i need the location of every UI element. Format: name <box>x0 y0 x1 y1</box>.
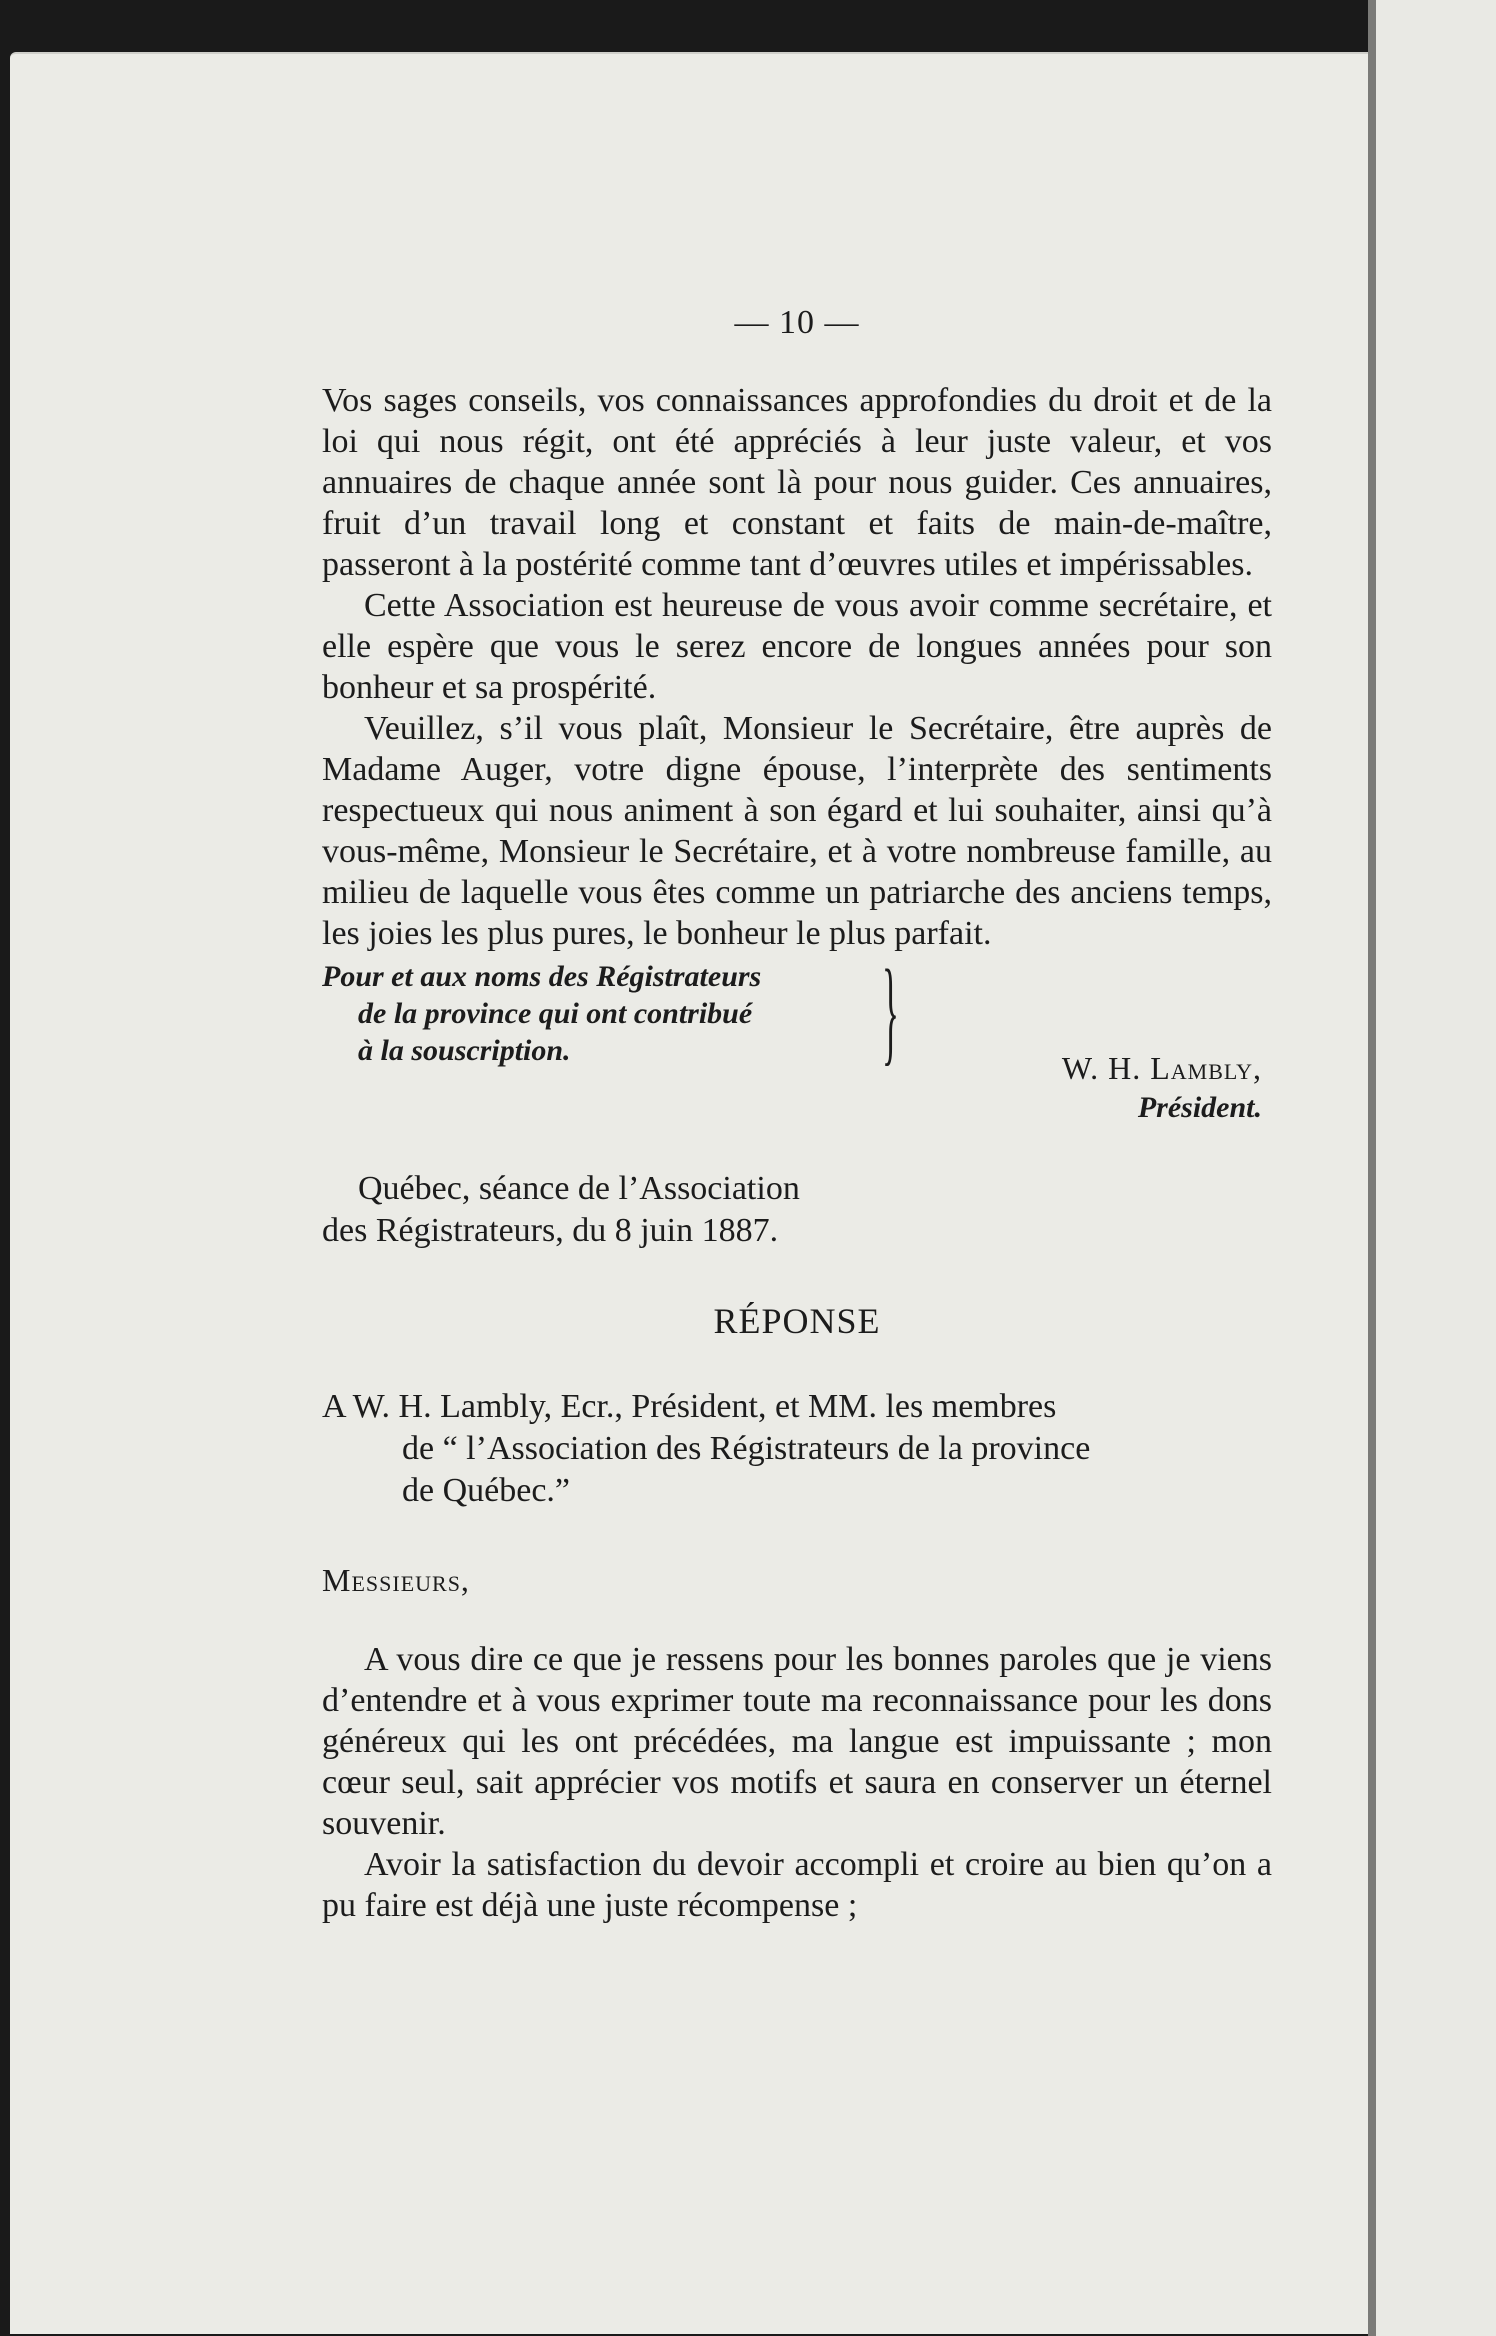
signature-behalf-text <box>322 958 761 1069</box>
behalf-line: Pour et aux noms des Régistrateurs <box>322 960 762 993</box>
paragraph-reply-thanks: A vous dire ce que je ressens pour les bonnes paroles que je viens d’entendre et à vous exprimer toute ma reconnaissance pour les dons généreux qui les ont précédées, ma langue est impuissante ; mon cœur seul, sait apprécier vos motifs et saura en conserver un éternel souvenir. <box>322 1641 1272 1842</box>
paragraph-wishes: Veuillez, s’il vous plaît, Monsieur le Secrétaire, être auprès de Madame Auger, votre digne épouse, l’interprète des sentiments respectueux qui nous animent à son égard et lui souhaiter, ainsi qu’à vous-même, Monsieur le Secrétaire, et à votre nombreuse famille, au milieu de laquelle vous êtes comme un patriarche des anciens temps, les joies les plus pures, le bonheur le plus parfait. <box>322 710 1272 952</box>
place-line: Québec, séance de l’Association <box>358 1170 800 1207</box>
date-line: des Régistrateurs, du 8 juin 1887. <box>322 1212 779 1249</box>
signatory-title: Président. <box>1137 1091 1262 1124</box>
address-block <box>322 1386 1272 1512</box>
book-page <box>10 52 1368 2334</box>
page-content <box>322 304 1272 1926</box>
place-and-date <box>322 1168 1272 1252</box>
paragraph-praise: Vos sages conseils, vos connaissances approfondies du droit et de la loi qui nous régit, ont été appréciés à leur juste valeur, et vos annuaires de chaque année sont là pour nous guider. Ces annuaires, fruit d’un travail long et constant et faits de main-de-maître, passeront à la postérité comme tant d’œuvres utiles et impérissables. <box>322 382 1272 583</box>
address-continuation: de Québec.” <box>402 1472 571 1509</box>
curly-brace: } <box>882 945 899 1076</box>
signatory <box>1062 1048 1262 1128</box>
paragraph-reply-duty: Avoir la satisfaction du devoir accompli et croire au bien qu’on a pu faire est déjà une juste récompense ; <box>322 1846 1272 1924</box>
signatory-name: W. H. Lambly, <box>1061 1050 1262 1086</box>
behalf-line: de la province qui ont contribué <box>358 997 753 1030</box>
address-first-line: A W. H. Lambly, Ecr., Président, et MM. les membres <box>322 1388 1057 1425</box>
adjacent-page-edge <box>1368 0 1496 2336</box>
paragraph-association: Cette Association est heureuse de vous avoir comme secrétaire, et elle espère que vous le serez encore de longues années pour son bonheur et sa prospérité. <box>322 587 1272 706</box>
reply-heading: RÉPONSE <box>713 1301 881 1341</box>
address-continuation: de “ l’Association des Régistrateurs de la province <box>402 1430 1091 1467</box>
behalf-line: à la souscription. <box>358 1034 571 1067</box>
salutation: Messieurs, <box>322 1562 470 1598</box>
page-number: — 10 — <box>734 304 860 341</box>
signature-block <box>322 945 1272 1128</box>
